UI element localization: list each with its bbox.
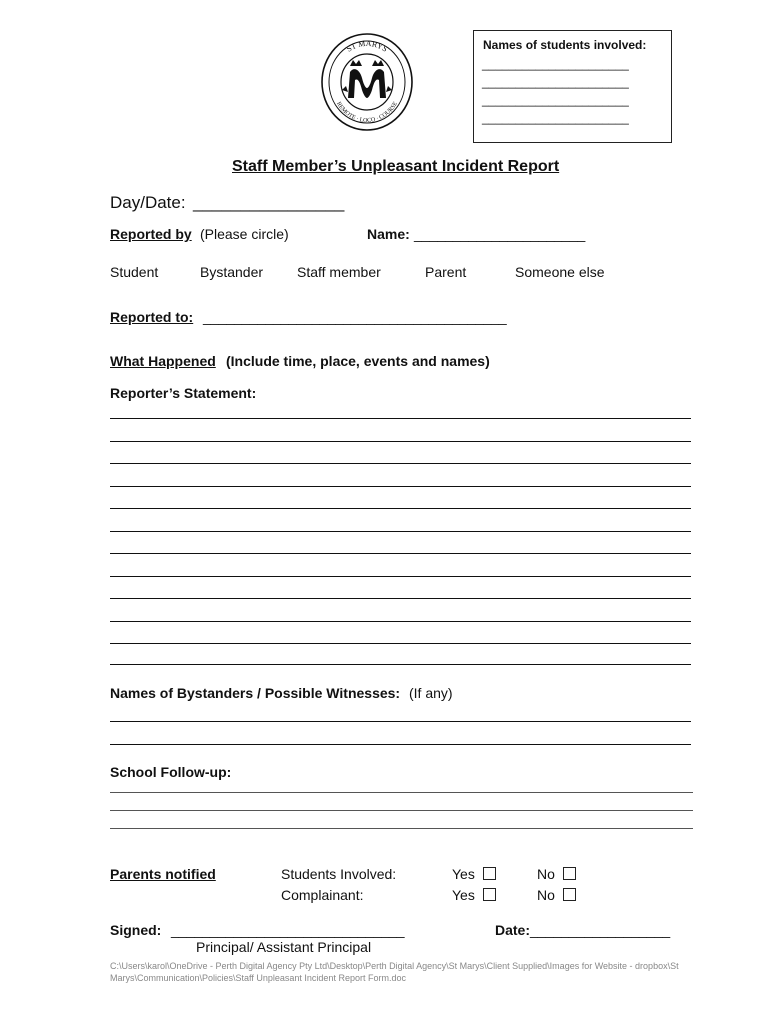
- signer-role: Principal/ Assistant Principal: [196, 939, 372, 955]
- statement-line[interactable]: [110, 531, 691, 532]
- students-involved-line[interactable]: ______________________: [482, 75, 629, 89]
- date-field[interactable]: __________________: [530, 922, 671, 938]
- parents-notified-label: Parents notified: [110, 866, 216, 882]
- school-seal-logo: [320, 32, 414, 137]
- students-involved-row-label: Students Involved:: [281, 866, 397, 882]
- reported-by-label: Reported by: [110, 226, 192, 242]
- option-someone-else[interactable]: Someone else: [515, 264, 605, 280]
- page-title: Staff Member’s Unpleasant Incident Report: [232, 158, 560, 175]
- statement-line[interactable]: [110, 418, 691, 419]
- reported-by-hint: (Please circle): [200, 226, 289, 242]
- statement-line[interactable]: [110, 621, 691, 622]
- statement-line[interactable]: [110, 463, 691, 464]
- statement-line[interactable]: [110, 598, 691, 599]
- students-involved-line[interactable]: ______________________: [482, 93, 629, 107]
- signature-field[interactable]: ______________________________: [171, 922, 405, 938]
- witness-line[interactable]: [110, 721, 691, 722]
- yes-label: Yes: [452, 866, 475, 882]
- witnesses-label: Names of Bystanders / Possible Witnesses:: [110, 685, 401, 701]
- complainant-no-option[interactable]: [537, 887, 576, 903]
- file-path-footer: C:\Users\karol\OneDrive - Perth Digital Agency Pty Ltd\Desktop\Perth Digital Agency\St Marys\Client Supplied\Images for Website - dropbox\St Marys\Communication\Policies\Staff Unpleasant Incident Report Form.doc: [110, 961, 679, 983]
- seal-bottom-text: REMOTE · LOCO · COURSE: [334, 101, 400, 125]
- students-yes-option[interactable]: [452, 866, 496, 882]
- signed-label: Signed:: [110, 922, 162, 938]
- witness-line[interactable]: [110, 744, 691, 745]
- no-checkbox[interactable]: [563, 888, 576, 901]
- day-date-field[interactable]: ________________: [193, 193, 345, 212]
- followup-line[interactable]: [110, 828, 693, 829]
- option-bystander[interactable]: Bystander: [200, 264, 264, 280]
- seal-top-text: ST MARYS: [344, 38, 390, 54]
- no-label: No: [537, 887, 555, 903]
- what-happened-hint: (Include time, place, events and names): [226, 353, 490, 369]
- students-no-option[interactable]: [537, 866, 576, 882]
- yes-checkbox[interactable]: [483, 888, 496, 901]
- date-label: Date:: [495, 922, 531, 938]
- statement-line[interactable]: [110, 486, 691, 487]
- students-involved-label: Names of students involved:: [483, 38, 647, 52]
- complainant-yes-option[interactable]: [452, 887, 496, 903]
- option-staff-member[interactable]: Staff member: [297, 264, 381, 280]
- no-checkbox[interactable]: [563, 867, 576, 880]
- day-date-label: Day/Date:: [110, 193, 186, 212]
- statement-line[interactable]: [110, 643, 691, 644]
- statement-line[interactable]: [110, 576, 691, 577]
- svg-text:REMOTE · LOCO · COURSE: [335, 101, 399, 124]
- no-label: No: [537, 866, 555, 882]
- reported-to-field[interactable]: _______________________________________: [203, 309, 507, 325]
- name-label: Name:: [367, 226, 410, 242]
- witnesses-hint: (If any): [409, 685, 453, 701]
- reported-to-label: Reported to:: [110, 309, 194, 325]
- svg-text:ST MARYS: [345, 39, 389, 54]
- students-involved-line[interactable]: ______________________: [482, 57, 629, 71]
- statement-line[interactable]: [110, 553, 691, 554]
- followup-line[interactable]: [110, 792, 693, 793]
- yes-label: Yes: [452, 887, 475, 903]
- statement-line[interactable]: [110, 508, 691, 509]
- name-field[interactable]: ______________________: [414, 226, 586, 242]
- followup-line[interactable]: [110, 810, 693, 811]
- yes-checkbox[interactable]: [483, 867, 496, 880]
- statement-line[interactable]: [110, 441, 691, 442]
- complainant-row-label: Complainant:: [281, 887, 364, 903]
- school-followup-label: School Follow-up:: [110, 764, 232, 780]
- students-involved-line[interactable]: ______________________: [482, 111, 629, 125]
- option-parent[interactable]: Parent: [425, 264, 467, 280]
- option-student[interactable]: Student: [110, 264, 159, 280]
- statement-line[interactable]: [110, 664, 691, 665]
- what-happened-label: What Happened: [110, 353, 216, 369]
- reporter-statement-label: Reporter’s Statement:: [110, 385, 257, 401]
